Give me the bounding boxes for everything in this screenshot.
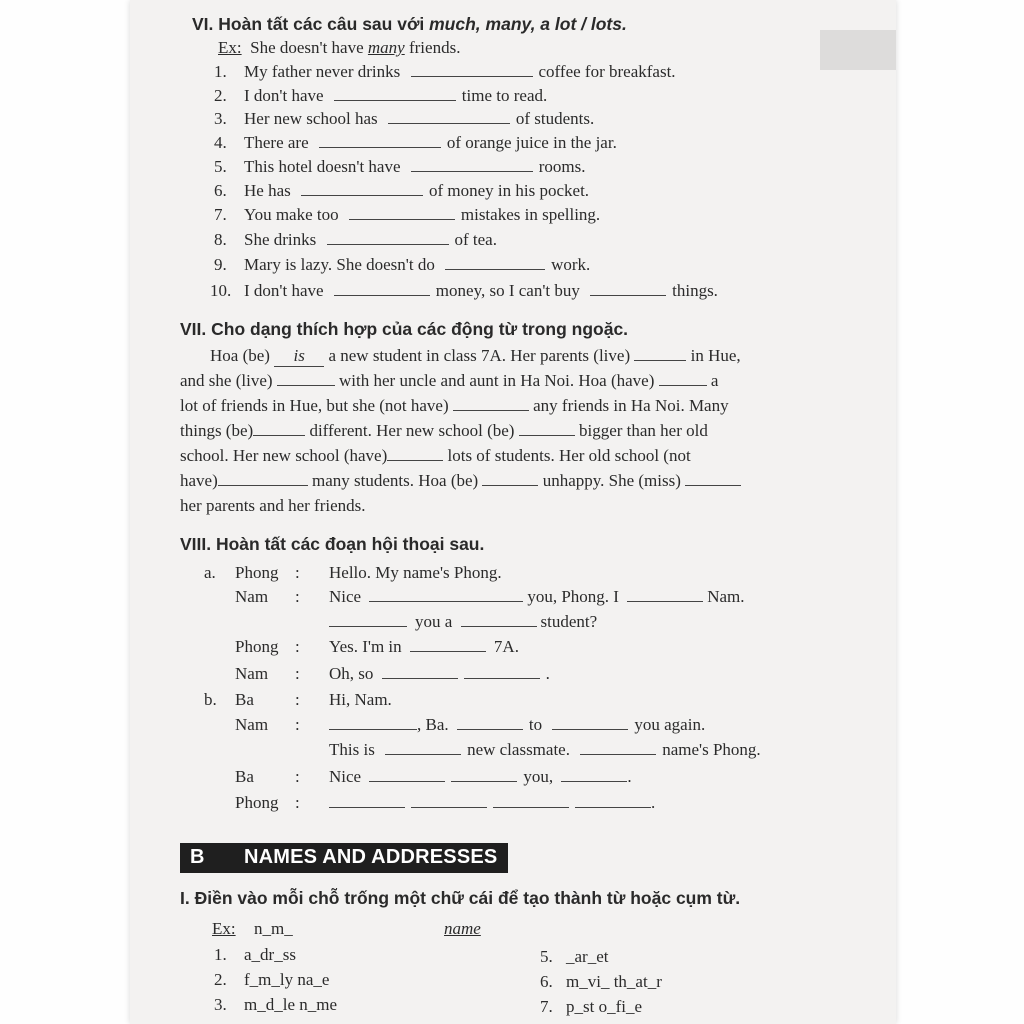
s1-item-2[interactable]: 2. f_m_ly na_e	[214, 970, 330, 989]
s6-blank-9[interactable]	[445, 255, 545, 270]
section-b-title: NAMES AND ADDRESSES	[244, 846, 498, 868]
s6-item-4: 4. There are of orange juice in the jar.	[214, 133, 617, 152]
s8-blank-b2-1[interactable]	[329, 715, 417, 730]
s8-blank-b4-2[interactable]	[451, 767, 517, 782]
s8-blank-b3-2[interactable]	[580, 740, 656, 755]
s8-blank-a5-1[interactable]	[382, 664, 458, 679]
s7-line-1: Hoa (be) is a new student in class 7A. Her parents (live) in Hue,	[210, 346, 741, 365]
s6-blank-1[interactable]	[411, 62, 533, 77]
s8-b-line-3: This is new classmate. name's Phong.	[329, 740, 761, 759]
s8-blank-a5-2[interactable]	[464, 664, 540, 679]
s8-blank-b2-2[interactable]	[457, 715, 523, 730]
s6-item-9: 9. Mary is lazy. She doesn't do work.	[214, 255, 591, 274]
s6-blank-6[interactable]	[301, 181, 423, 196]
s6-blank-7[interactable]	[349, 205, 455, 220]
s7-blank-have-2[interactable]	[387, 446, 443, 461]
s1-item-5[interactable]: 5. _ar_et	[540, 947, 609, 966]
s7-line-7: her parents and her friends.	[180, 496, 366, 515]
s8-blank-a2-1[interactable]	[369, 587, 523, 602]
s6-blank-8[interactable]	[327, 230, 449, 245]
s8-blank-b5-2[interactable]	[411, 793, 487, 808]
s6-item-6: 6. He has of money in his pocket.	[214, 181, 590, 200]
s6-item-1: 1. My father never drinks coffee for breakfast.	[214, 62, 676, 81]
s8-blank-b5-1[interactable]	[329, 793, 405, 808]
s7-answer-example: is	[274, 346, 324, 367]
s1-item-3[interactable]: 3. m_d_le n_me	[214, 995, 338, 1014]
s7-blank-be-2[interactable]	[519, 421, 575, 436]
s1-example: Ex: n_m_ name	[212, 919, 481, 938]
s7-blank-not-have-2[interactable]	[218, 471, 308, 486]
s8-blank-a3-1[interactable]	[329, 612, 407, 627]
s6-blank-5[interactable]	[411, 157, 533, 172]
s8-blank-b5-3[interactable]	[493, 793, 569, 808]
s8-a-line-3: you a student?	[329, 612, 597, 632]
s7-blank-live-1[interactable]	[634, 346, 686, 361]
section-1-title: I. Điền vào mỗi chỗ trống một chữ cái để tạo thành từ hoặc cụm từ.	[180, 888, 741, 908]
s8-b-line-2: Nam : , Ba. to you again.	[235, 715, 706, 734]
s8-b-line-1: b. Ba : Hi, Nam.	[204, 690, 392, 709]
s6-item-5: 5. This hotel doesn't have rooms.	[214, 157, 586, 176]
s8-a-line-1: a. Phong : Hello. My name's Phong.	[204, 563, 502, 582]
s7-line-6: have) many students. Hoa (be) unhappy. She (miss)	[180, 471, 741, 491]
s7-line-3: lot of friends in Hue, but she (not have) any friends in Ha Noi. Many	[180, 396, 729, 415]
s6-blank-4[interactable]	[319, 133, 441, 148]
s6-item-2: 2. I don't have time to read.	[214, 86, 548, 105]
s8-a-line-5: Nam : Oh, so .	[235, 664, 550, 683]
s8-blank-b4-1[interactable]	[369, 767, 445, 782]
s8-blank-b3-1[interactable]	[385, 740, 461, 755]
section-6-example: Ex: She doesn't have many friends.	[218, 38, 461, 57]
s1-item-7[interactable]: 7. p_st o_fi_e	[540, 997, 643, 1016]
s6-blank-3[interactable]	[388, 109, 510, 124]
s8-a-line-2: Nam : Nice you, Phong. I Nam.	[235, 587, 745, 606]
s7-blank-miss[interactable]	[685, 471, 741, 486]
s8-b-line-5: Phong : .	[235, 793, 656, 812]
s6-item-3: 3. Her new school has of students.	[214, 109, 595, 128]
s7-blank-be-1[interactable]	[253, 421, 305, 436]
s7-line-5: school. Her new school (have) lots of students. Her old school (not	[180, 446, 691, 465]
bleed-through-shadow	[820, 30, 896, 70]
s6-item-10: 10. I don't have money, so I can't buy things.	[210, 281, 718, 300]
section-b-letter: B	[190, 846, 205, 868]
s8-blank-b5-4[interactable]	[575, 793, 651, 808]
s7-blank-have[interactable]	[659, 371, 707, 386]
section-b-banner	[180, 843, 508, 873]
s8-a-line-4: Phong : Yes. I'm in 7A.	[235, 637, 519, 656]
section-6-title: VI. Hoàn tất các câu sau với much, many, a lot / lots.	[192, 14, 627, 34]
s6-item-7: 7. You make too mistakes in spelling.	[214, 205, 601, 224]
s6-blank-10b[interactable]	[590, 281, 666, 296]
section-7-title: VII. Cho dạng thích hợp của các động từ trong ngoặc.	[180, 319, 629, 339]
s8-blank-b4-3[interactable]	[561, 767, 627, 782]
s7-blank-be-3[interactable]	[482, 471, 538, 486]
s1-item-1[interactable]: 1. a_dr_ss	[214, 945, 296, 964]
s8-blank-b2-3[interactable]	[552, 715, 628, 730]
s8-blank-a2-2[interactable]	[627, 587, 703, 602]
s8-b-line-4: Ba : Nice you, .	[235, 767, 632, 786]
s7-line-2: and she (live) with her uncle and aunt in Ha Noi. Hoa (have) a	[180, 371, 719, 390]
s7-blank-live-2[interactable]	[277, 371, 335, 386]
section-8-title: VIII. Hoàn tất các đoạn hội thoại sau.	[180, 534, 485, 554]
s7-line-4: things (be) different. Her new school (be) bigger than her old	[180, 421, 708, 440]
s1-item-6[interactable]: 6. m_vi_ th_at_r	[540, 972, 662, 991]
s7-blank-not-have[interactable]	[453, 396, 529, 411]
s8-blank-a4[interactable]	[410, 637, 486, 652]
s6-blank-2[interactable]	[334, 86, 456, 101]
s6-blank-10a[interactable]	[334, 281, 430, 296]
s6-item-8: 8. She drinks of tea.	[214, 230, 497, 249]
s8-blank-a3-2[interactable]	[461, 612, 537, 627]
